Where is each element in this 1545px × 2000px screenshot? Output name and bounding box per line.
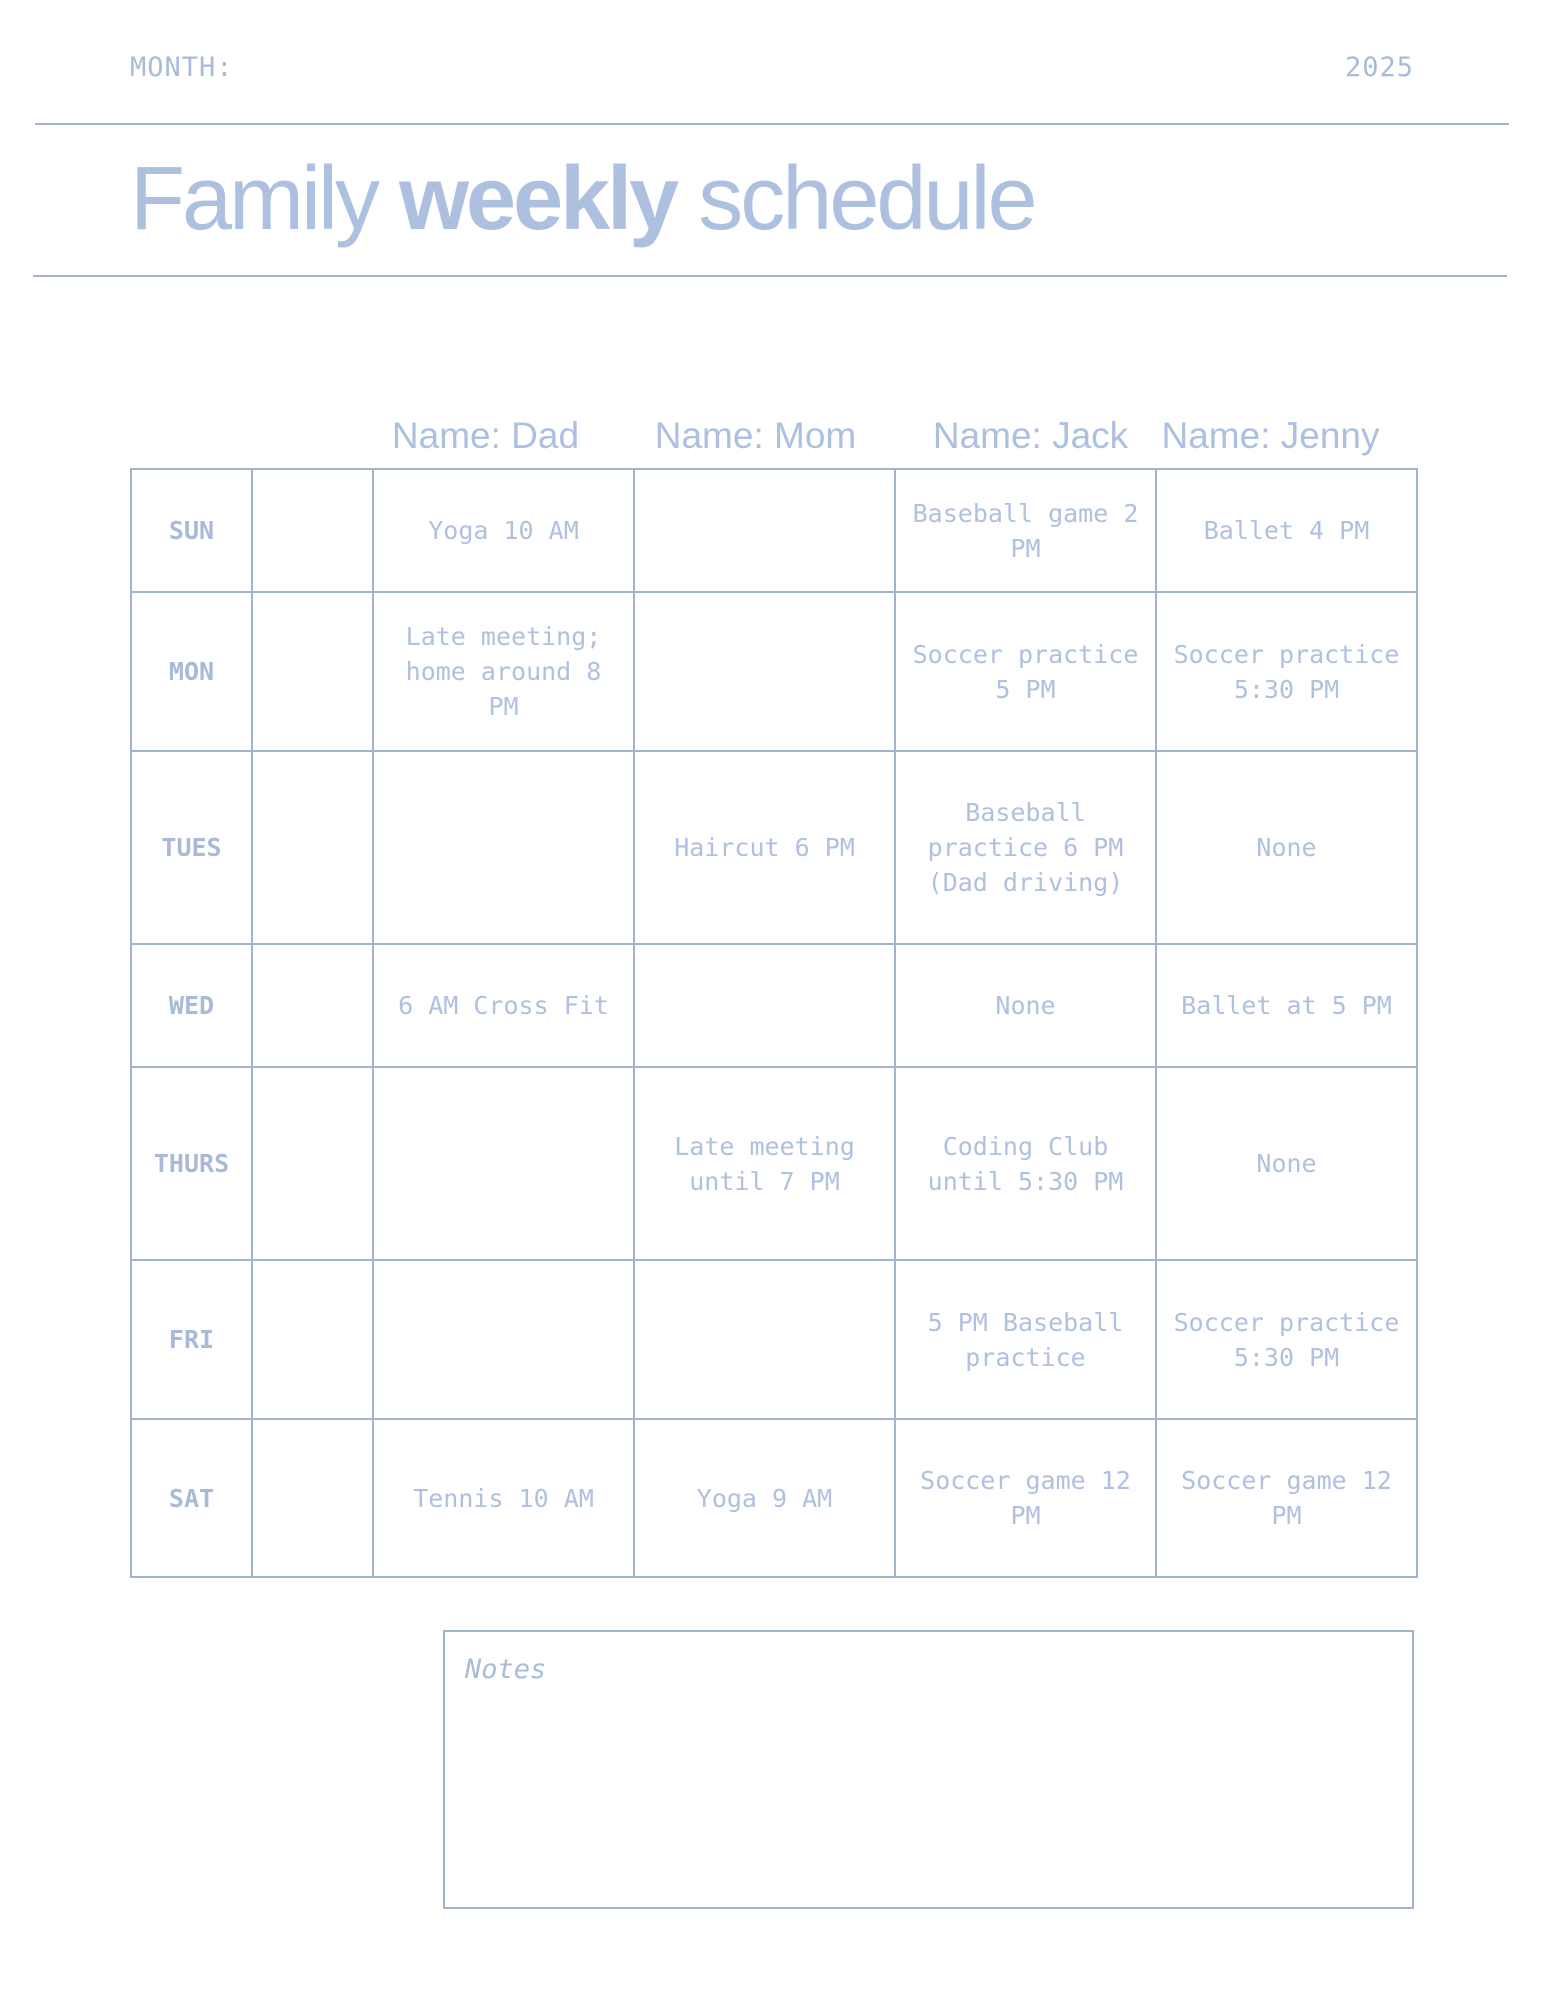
notes-label: Notes <box>465 1654 547 1685</box>
day-cell: MON <box>131 592 252 751</box>
year-label: 2025 <box>1344 52 1414 83</box>
mom-cell[interactable]: Late meeting until 7 PM <box>634 1067 895 1260</box>
jenny-cell[interactable]: Ballet at 5 PM <box>1156 944 1417 1067</box>
dad-cell[interactable]: Late meeting; home around 8 PM <box>373 592 634 751</box>
row-sat <box>131 1419 1417 1577</box>
name-header-dad: Name: Dad <box>391 415 580 456</box>
jack-cell[interactable]: Soccer practice 5 PM <box>895 592 1156 751</box>
month-label: MONTH: <box>130 52 234 83</box>
dad-cell[interactable] <box>373 1260 634 1419</box>
jenny-cell[interactable]: None <box>1156 1067 1417 1260</box>
day-cell: WED <box>131 944 252 1067</box>
page-title <box>130 150 1035 249</box>
jenny-cell[interactable]: Soccer practice 5:30 PM <box>1156 592 1417 751</box>
dad-cell[interactable]: Yoga 10 AM <box>373 469 634 592</box>
jack-cell[interactable]: 5 PM Baseball practice <box>895 1260 1156 1419</box>
jack-cell[interactable]: Baseball game 2 PM <box>895 469 1156 592</box>
jack-cell[interactable]: None <box>895 944 1156 1067</box>
mom-cell[interactable] <box>634 944 895 1067</box>
row-tues <box>131 751 1417 944</box>
title-word-schedule: schedule <box>698 149 1035 249</box>
mom-cell[interactable] <box>634 592 895 751</box>
row-wed <box>131 944 1417 1067</box>
jenny-cell[interactable]: Soccer game 12 PM <box>1156 1419 1417 1577</box>
name-header-jenny: Name: Jenny <box>1161 415 1380 456</box>
jack-cell[interactable]: Coding Club until 5:30 PM <box>895 1067 1156 1260</box>
day-cell: SAT <box>131 1419 252 1577</box>
jenny-cell[interactable]: None <box>1156 751 1417 944</box>
extra-cell[interactable] <box>252 1260 373 1419</box>
title-word-weekly: weekly <box>399 149 677 249</box>
mom-cell[interactable]: Yoga 9 AM <box>634 1419 895 1577</box>
row-fri <box>131 1260 1417 1419</box>
extra-cell[interactable] <box>252 1419 373 1577</box>
row-sun <box>131 469 1417 592</box>
extra-cell[interactable] <box>252 592 373 751</box>
dad-cell[interactable] <box>373 1067 634 1260</box>
title-divider <box>33 275 1507 277</box>
day-cell: SUN <box>131 469 252 592</box>
jenny-cell[interactable]: Soccer practice 5:30 PM <box>1156 1260 1417 1419</box>
extra-cell[interactable] <box>252 469 373 592</box>
extra-cell[interactable] <box>252 944 373 1067</box>
day-cell: FRI <box>131 1260 252 1419</box>
dad-cell[interactable]: Tennis 10 AM <box>373 1419 634 1577</box>
title-word-family: Family <box>130 149 377 249</box>
jack-cell[interactable]: Soccer game 12 PM <box>895 1419 1156 1577</box>
mom-cell[interactable] <box>634 469 895 592</box>
extra-cell[interactable] <box>252 1067 373 1260</box>
name-header-jack: Name: Jack <box>932 415 1129 456</box>
notes-box[interactable] <box>443 1630 1414 1909</box>
row-thurs <box>131 1067 1417 1260</box>
jenny-cell[interactable]: Ballet 4 PM <box>1156 469 1417 592</box>
day-cell: THURS <box>131 1067 252 1260</box>
schedule-table <box>130 468 1418 1578</box>
jack-cell[interactable]: Baseball practice 6 PM (Dad driving) <box>895 751 1156 944</box>
extra-cell[interactable] <box>252 751 373 944</box>
dad-cell[interactable]: 6 AM Cross Fit <box>373 944 634 1067</box>
name-header-mom: Name: Mom <box>654 415 857 456</box>
mom-cell[interactable] <box>634 1260 895 1419</box>
mom-cell[interactable]: Haircut 6 PM <box>634 751 895 944</box>
top-divider <box>35 123 1509 125</box>
day-cell: TUES <box>131 751 252 944</box>
row-mon <box>131 592 1417 751</box>
dad-cell[interactable] <box>373 751 634 944</box>
